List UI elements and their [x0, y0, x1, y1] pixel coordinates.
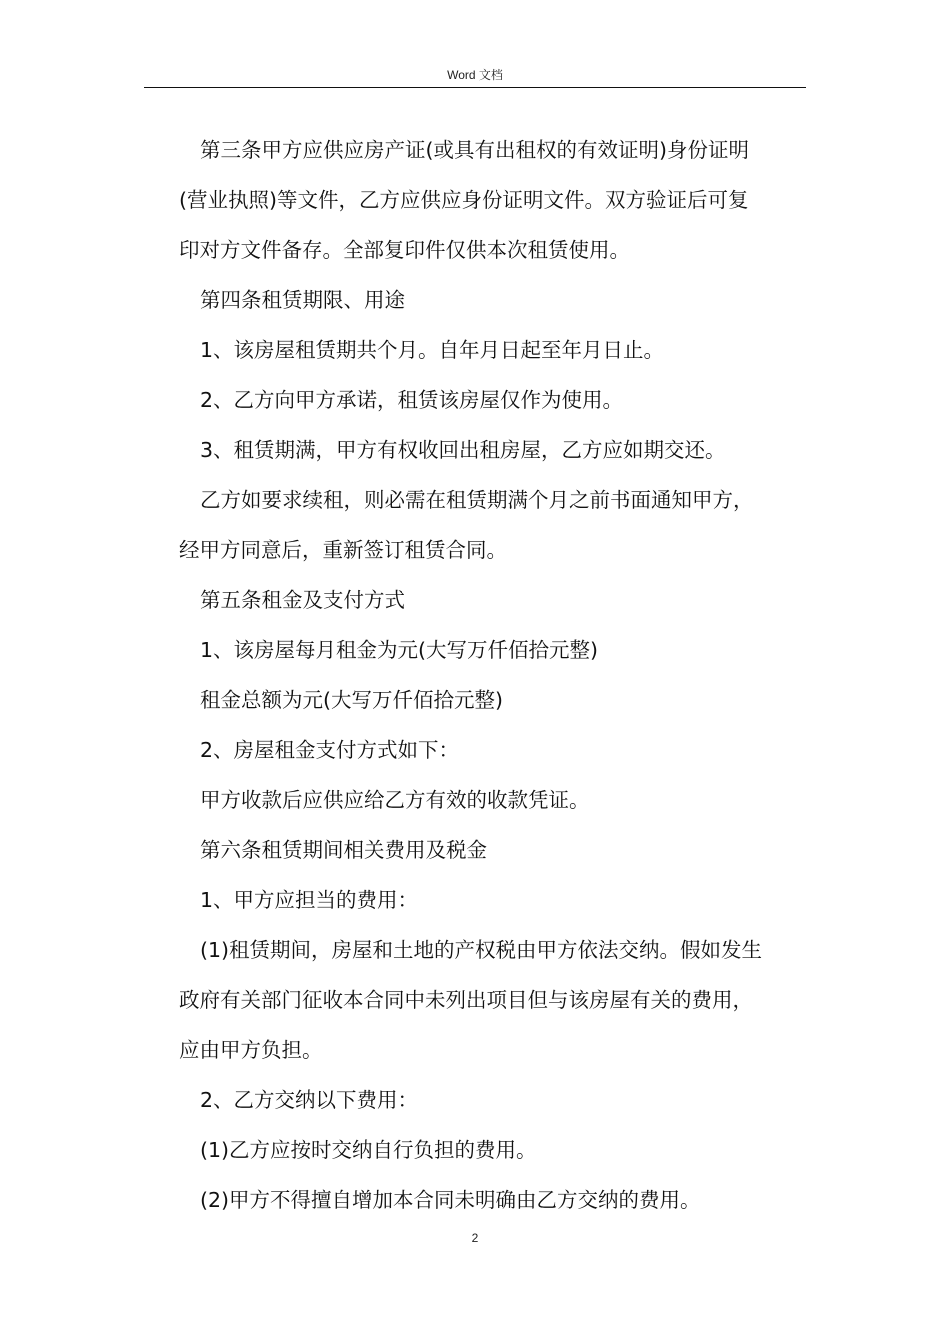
- paragraph-line: 经甲方同意后，重新签订租赁合同。: [179, 538, 507, 562]
- paragraph-line: 乙方如要求续租，则必需在租赁期满个月之前书面通知甲方，: [200, 488, 754, 512]
- section-heading: 第四条租赁期限、用途: [200, 288, 405, 312]
- paragraph-line: 2、房屋租金支付方式如下：: [200, 738, 460, 762]
- paragraph-line: 1、该房屋每月租金为元(大写万仟佰拾元整): [200, 638, 599, 662]
- paragraph-line: 1、甲方应担当的费用：: [200, 888, 419, 912]
- header-divider: [144, 87, 806, 88]
- paragraph-line: 2、乙方交纳以下费用：: [200, 1088, 419, 1112]
- paragraph-line: (2)甲方不得擅自增加本合同未明确由乙方交纳的费用。: [200, 1188, 701, 1212]
- page-header-title: Word 文档: [447, 68, 503, 82]
- paragraph-line: (1)乙方应按时交纳自行负担的费用。: [200, 1138, 537, 1162]
- paragraph-line: 政府有关部门征收本合同中未列出项目但与该房屋有关的费用，: [179, 988, 753, 1012]
- paragraph-line: (营业执照)等文件，乙方应供应身份证明文件。双方验证后可复: [179, 188, 749, 212]
- paragraph-line: 第三条甲方应供应房产证(或具有出租权的有效证明)身份证明: [200, 138, 749, 162]
- paragraph-line: 应由甲方负担。: [179, 1038, 323, 1062]
- section-heading: 第五条租金及支付方式: [200, 588, 405, 612]
- paragraph-line: 2、乙方向甲方承诺，租赁该房屋仅作为使用。: [200, 388, 624, 412]
- paragraph-line: 甲方收款后应供应给乙方有效的收款凭证。: [200, 788, 590, 812]
- paragraph-line: 租金总额为元(大写万仟佰拾元整): [200, 688, 503, 712]
- paragraph-line: (1)租赁期间，房屋和土地的产权税由甲方依法交纳。假如发生: [200, 938, 763, 962]
- paragraph-line: 印对方文件备存。全部复印件仅供本次租赁使用。: [179, 238, 630, 262]
- paragraph-line: 1、该房屋租赁期共个月。自年月日起至年月日止。: [200, 338, 665, 362]
- paragraph-line: 3、租赁期满，甲方有权收回出租房屋，乙方应如期交还。: [200, 438, 726, 462]
- document-body: [179, 125, 809, 1225]
- section-heading: 第六条租赁期间相关费用及税金: [200, 838, 487, 862]
- page-number: 2: [471, 1231, 479, 1245]
